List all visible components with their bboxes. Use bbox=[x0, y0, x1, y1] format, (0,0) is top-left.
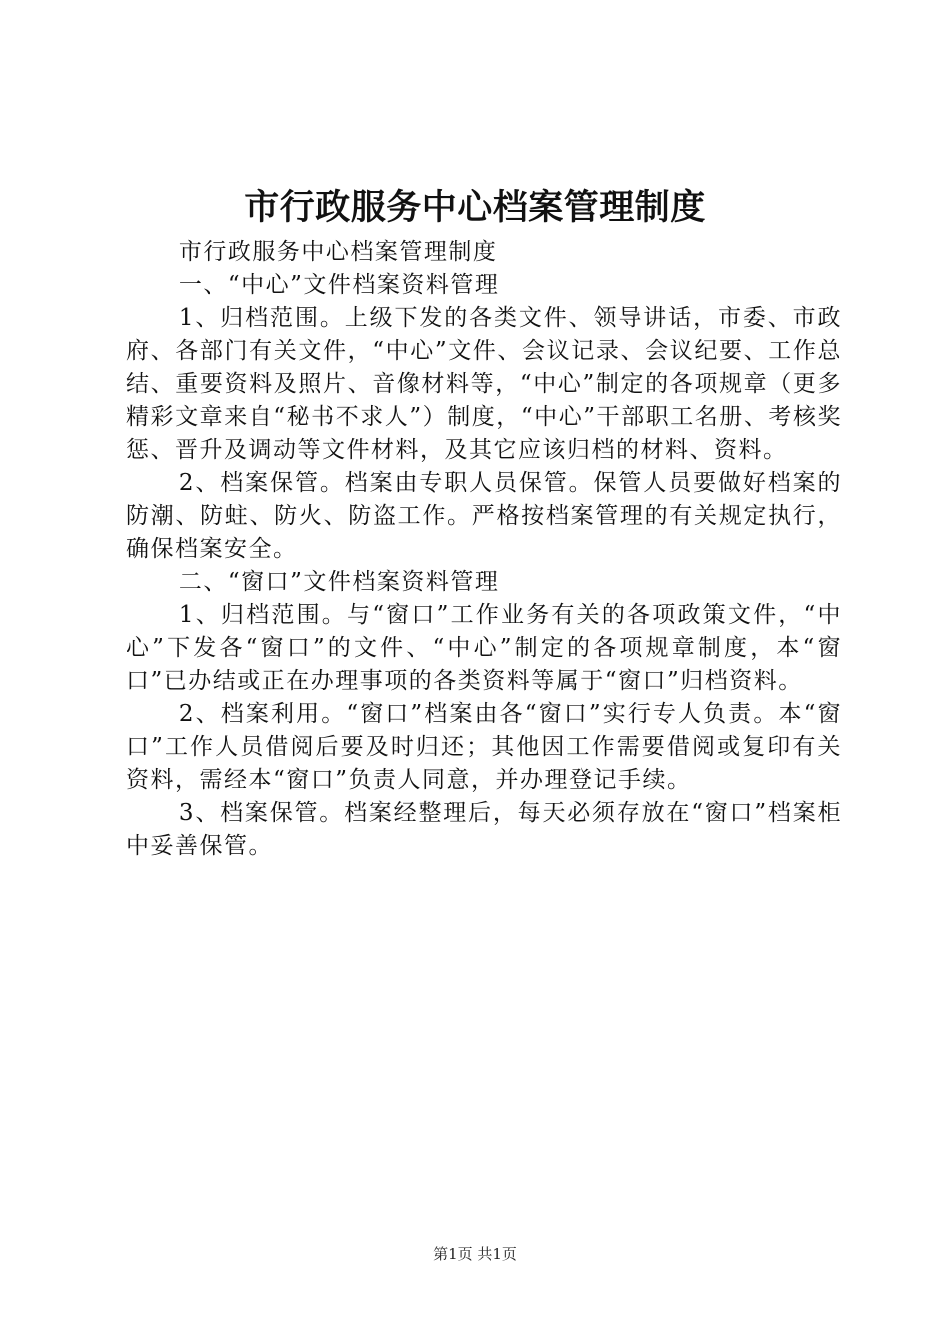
paragraph-subtitle: 市行政服务中心档案管理制度 bbox=[178, 239, 498, 265]
paragraph-center-filing-scope: 1、归档范围。上级下发的各类文件、领导讲话，市委、市政府、各部门有关文件，“中心”文件、会议记录、会议纪要、工作总结、重要资料及照片、音像材料等，“中心”制定的各项规章（更多精彩文章来自“秘书不求人”）制度，“中心”干部职工名册、考核奖惩、晋升及调动等文件材料，及其它应该归档的材料、资料。 bbox=[126, 305, 842, 463]
section-heading-center-files: 一、“中心”文件档案资料管理 bbox=[178, 272, 500, 298]
paragraph-center-archive-custody: 2、档案保管。档案由专职人员保管。保管人员要做好档案的防潮、防蛀、防火、防盗工作。严格按档案管理的有关规定执行，确保档案安全。 bbox=[126, 470, 842, 562]
document-body bbox=[126, 236, 842, 863]
paragraph-window-filing-scope: 1、归档范围。与“窗口”工作业务有关的各项政策文件，“中心”下发各“窗口”的文件、“中心”制定的各项规章制度，本“窗口”已办结或正在办理事项的各类资料等属于“窗口”归档资料。 bbox=[126, 602, 842, 694]
section-heading-window-files: 二、“窗口”文件档案资料管理 bbox=[178, 569, 500, 595]
document-title: 市行政服务中心档案管理制度 bbox=[244, 188, 706, 228]
paragraph-window-archive-use: 2、档案利用。“窗口”档案由各“窗口”实行专人负责。本“窗口”工作人员借阅后要及时归还；其他因工作需要借阅或复印有关资料，需经本“窗口”负责人同意，并办理登记手续。 bbox=[126, 701, 842, 793]
page-footer: 第1页 共1页 bbox=[433, 1245, 517, 1263]
paragraph-window-archive-custody: 3、档案保管。档案经整理后，每天必须存放在“窗口”档案柜中妥善保管。 bbox=[126, 800, 842, 859]
